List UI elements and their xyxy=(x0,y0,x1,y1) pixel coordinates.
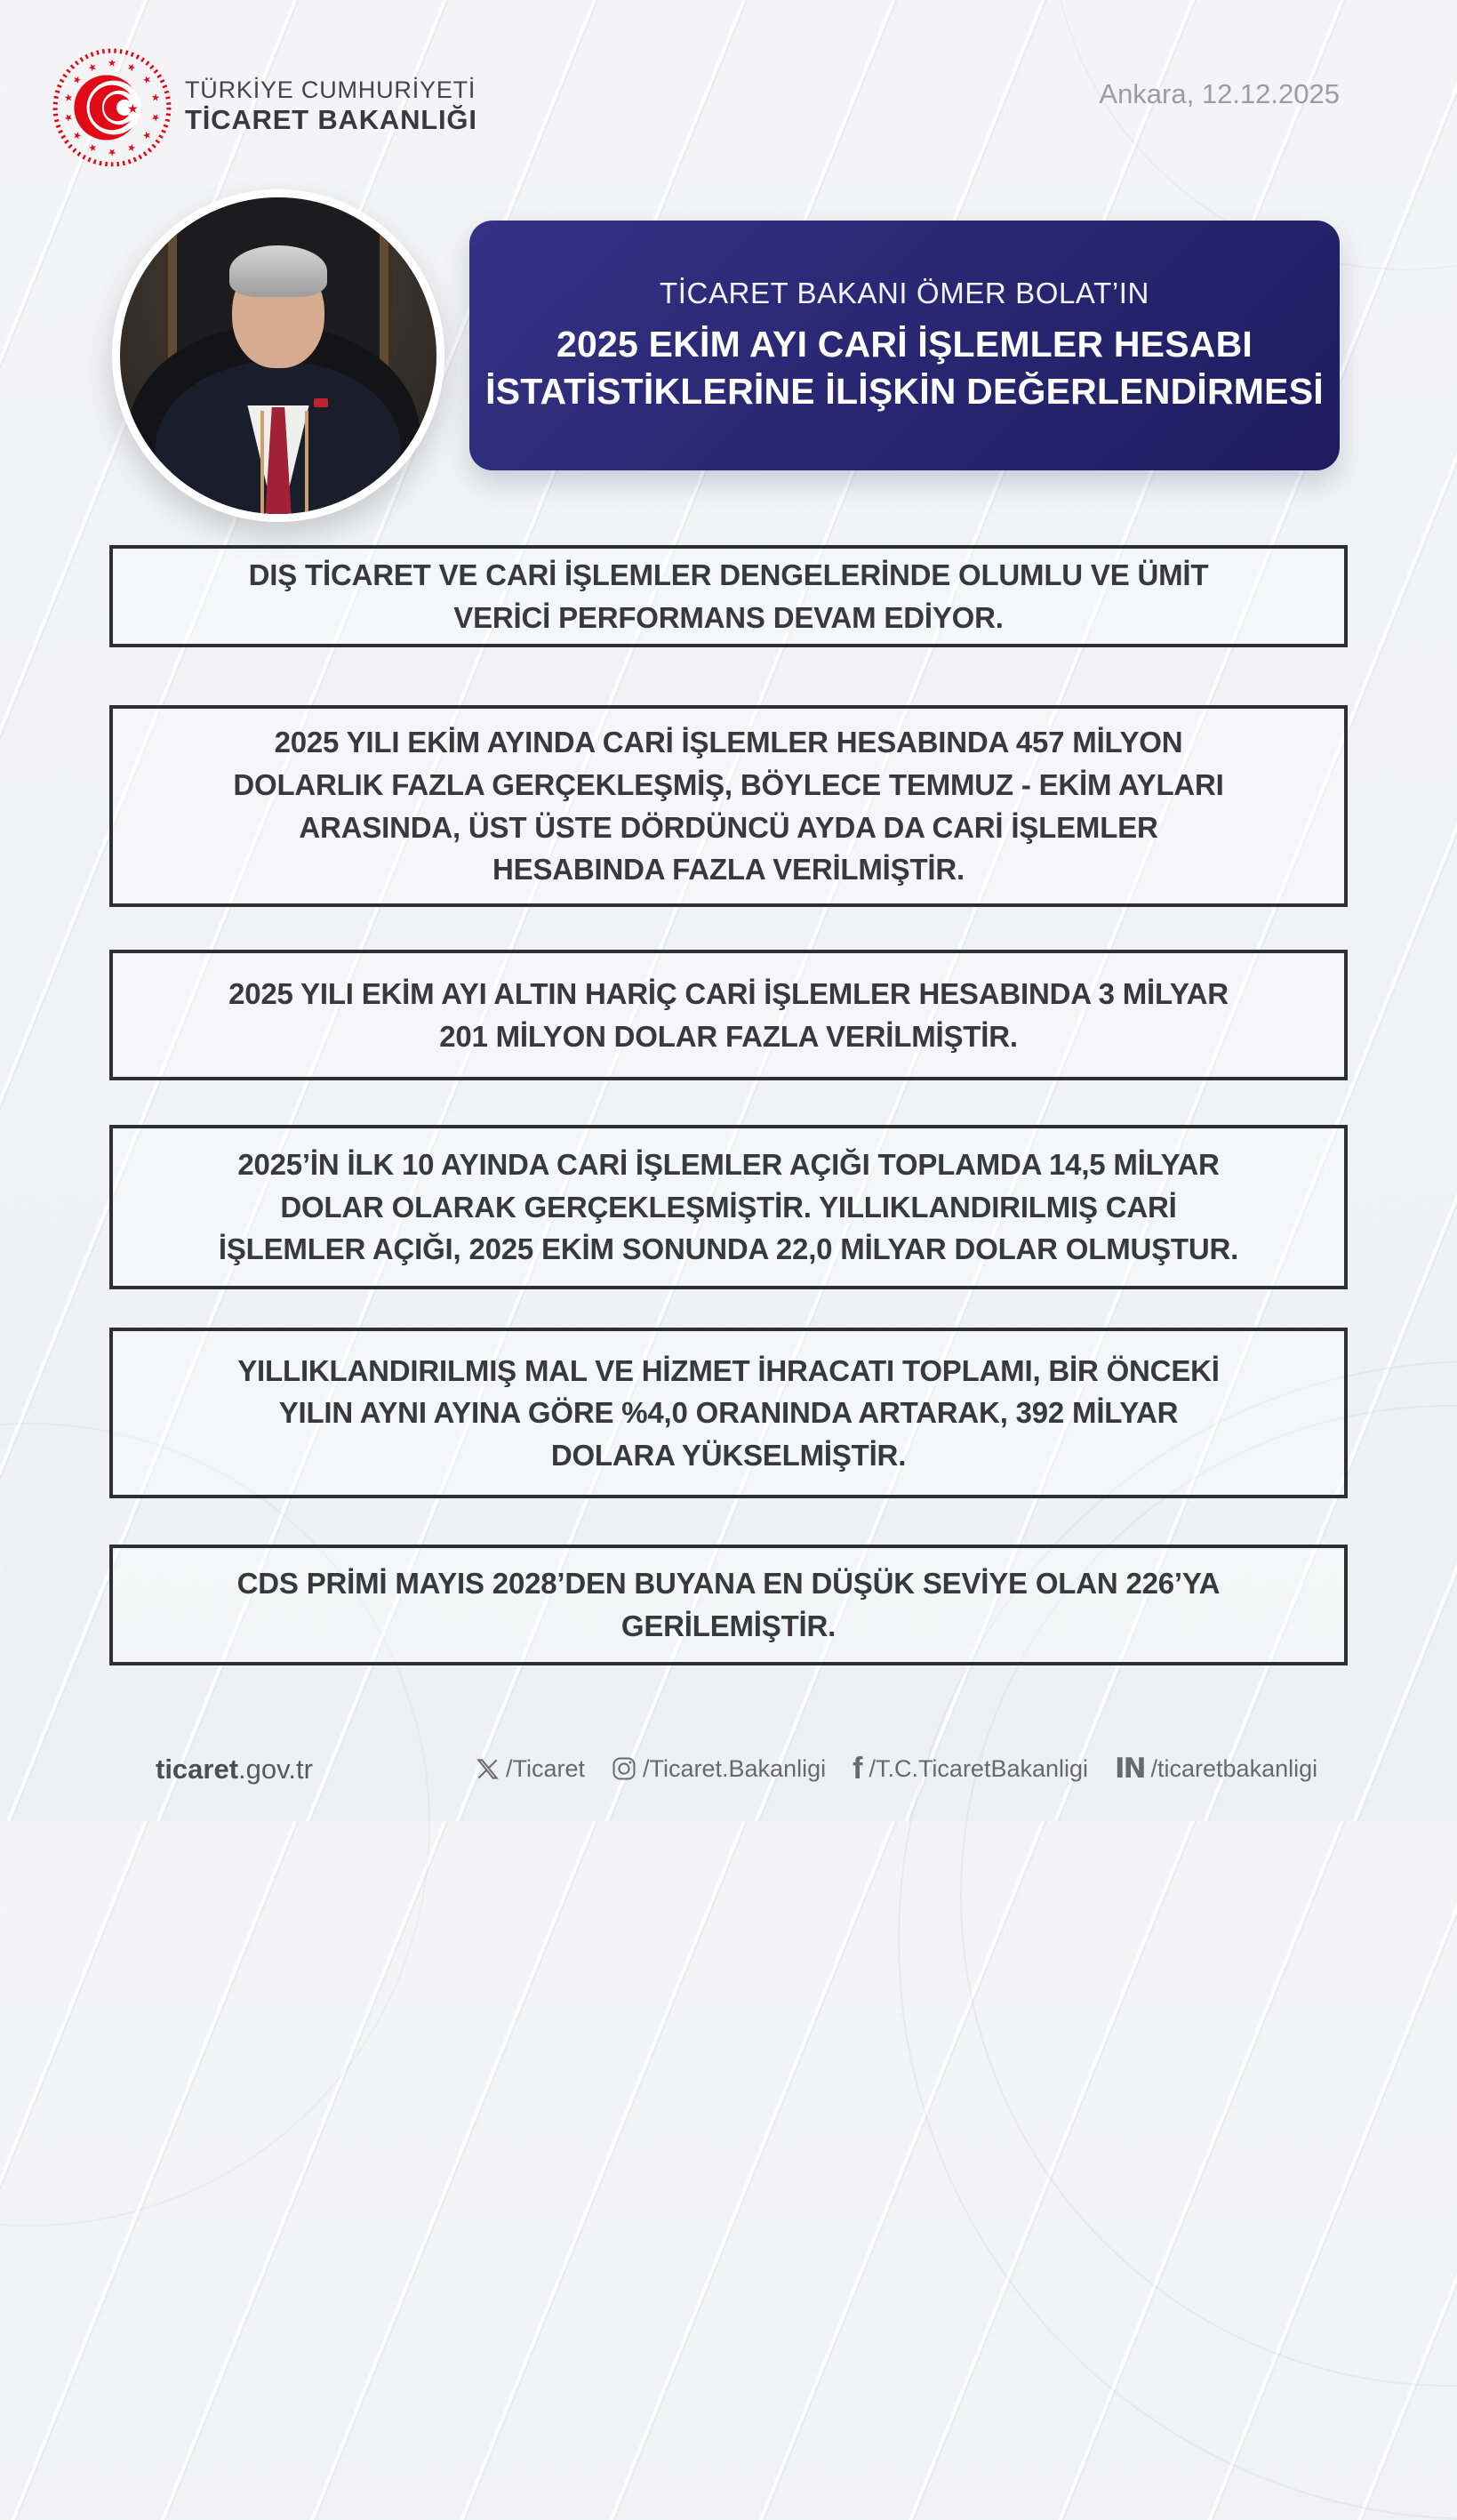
svg-text:★: ★ xyxy=(69,72,84,87)
x-icon xyxy=(476,1757,500,1781)
ministry-emblem-icon xyxy=(49,44,175,171)
svg-text:★: ★ xyxy=(124,60,139,75)
decorative-arc xyxy=(0,1423,430,2227)
title-card xyxy=(469,221,1340,470)
svg-text:★: ★ xyxy=(108,57,116,69)
svg-text:★: ★ xyxy=(85,60,100,75)
svg-text:★: ★ xyxy=(148,111,163,124)
svg-text:★: ★ xyxy=(108,146,117,158)
statement-text: DOLARLIK FAZLA GERÇEKLEŞMİŞ, BÖYLECE TEMMUZ - EKİM AYLARI xyxy=(233,767,1224,801)
title-line-3: İSTATİSTİKLERİNE İLİŞKİN DEĞERLENDİRMESİ xyxy=(485,370,1324,412)
statement-text: İŞLEMLER AÇIĞI, 2025 EKİM SONUNDA 22,0 MİLYAR DOLAR OLMUŞTUR. xyxy=(218,1232,1239,1266)
statement-box-3 xyxy=(109,950,1348,1080)
website-url-bold: ticaret xyxy=(156,1754,239,1785)
photo-flag-pin xyxy=(314,398,328,407)
statement-text: 2025 YILI EKİM AYI ALTIN HARİÇ CARİ İŞLEMLER HESABINDA 3 MİLYAR xyxy=(228,976,1229,1010)
statement-text: VERİCİ PERFORMANS DEVAM EDİYOR. xyxy=(453,600,1004,634)
facebook-icon: f xyxy=(853,1752,863,1786)
svg-text:★: ★ xyxy=(140,128,155,143)
social-nsosyal[interactable] xyxy=(1115,1752,1318,1785)
social-handle: /Ticaret xyxy=(506,1754,586,1782)
photo-flagpole xyxy=(305,411,308,518)
statement-box-5 xyxy=(109,1328,1348,1498)
statement-text: CDS PRİMİ MAYIS 2028’DEN BUYANA EN DÜŞÜK SEVİYE OLAN 226’YA xyxy=(236,1567,1221,1601)
statement-text: 2025’İN İLK 10 AYINDA CARİ İŞLEMLER AÇIĞI TOPLAMDA 14,5 MİLYAR xyxy=(237,1148,1220,1182)
statement-text: ARASINDA, ÜST ÜSTE DÖRDÜNCÜ AYDA DA CARİ İŞLEMLER xyxy=(299,810,1158,844)
photo-hair xyxy=(229,245,327,297)
svg-text:★: ★ xyxy=(86,140,100,156)
statement-box-2 xyxy=(109,705,1348,907)
website-url[interactable] xyxy=(156,1754,313,1786)
statement-text: HESABINDA FAZLA VERİLMİŞTİR. xyxy=(492,853,965,887)
dateline: Ankara, 12.12.2025 xyxy=(1099,78,1340,109)
website-url-rest: .gov.tr xyxy=(238,1754,313,1785)
ministry-name-line2: TİCARET BAKANLIĞI xyxy=(185,104,477,136)
decorative-arc xyxy=(898,1360,1457,2520)
statement-text: YILIN AYNI AYINA GÖRE %4,0 ORANINDA ARTARAK, 392 MİLYAR xyxy=(278,1396,1179,1430)
statement-text: 201 MİLYON DOLAR FAZLA VERİLMİŞTİR. xyxy=(439,1019,1018,1053)
nsosyal-icon: IN xyxy=(1115,1752,1145,1785)
statement-box-1 xyxy=(109,545,1348,647)
social-handle: /T.C.TicaretBakanligi xyxy=(869,1754,1089,1782)
statement-text: YILLIKLANDIRILMIŞ MAL VE HİZMET İHRACATI TOPLAMI, BİR ÖNCEKİ xyxy=(237,1353,1220,1387)
minister-photo xyxy=(112,189,444,522)
title-line-2: 2025 EKİM AYI CARİ İŞLEMLER HESABI xyxy=(556,324,1253,365)
statement-box-6 xyxy=(109,1545,1348,1665)
social-x[interactable] xyxy=(476,1755,585,1783)
social-instagram[interactable] xyxy=(612,1755,826,1783)
ministry-name-line1: TÜRKİYE CUMHURİYETİ xyxy=(185,76,476,103)
svg-text:★: ★ xyxy=(61,92,76,104)
statement-text: GERİLEMİŞTİR. xyxy=(620,1609,837,1642)
statement-text: DOLAR OLARAK GERÇEKLEŞMİŞTİR. YILLIKLANDIRILMIŞ CARİ xyxy=(280,1190,1177,1224)
social-links xyxy=(476,1754,1317,1784)
photo-flagpole xyxy=(260,411,264,518)
svg-text:★: ★ xyxy=(69,128,85,143)
statement-box-4 xyxy=(109,1125,1348,1289)
svg-text:★: ★ xyxy=(139,72,155,87)
statement-text: DOLARA YÜKSELMİŞTİR. xyxy=(550,1438,907,1472)
ministry-wordmark xyxy=(185,76,477,136)
social-facebook[interactable] xyxy=(853,1754,1088,1784)
svg-text:★: ★ xyxy=(126,102,139,117)
social-handle: /ticaretbakanligi xyxy=(1150,1754,1318,1782)
statement-text: DIŞ TİCARET VE CARİ İŞLEMLER DENGELERİNDE OLUMLU VE ÜMİT xyxy=(248,558,1209,591)
title-line-1: TİCARET BAKANI ÖMER BOLAT’IN xyxy=(659,277,1149,310)
svg-text:★: ★ xyxy=(148,92,163,104)
instagram-icon xyxy=(612,1756,636,1781)
svg-text:★: ★ xyxy=(61,111,76,124)
social-handle: /Ticaret.Bakanligi xyxy=(643,1754,827,1782)
svg-text:★: ★ xyxy=(124,140,139,156)
statement-text: 2025 YILI EKİM AYINDA CARİ İŞLEMLER HESABINDA 457 MİLYON xyxy=(274,726,1183,759)
